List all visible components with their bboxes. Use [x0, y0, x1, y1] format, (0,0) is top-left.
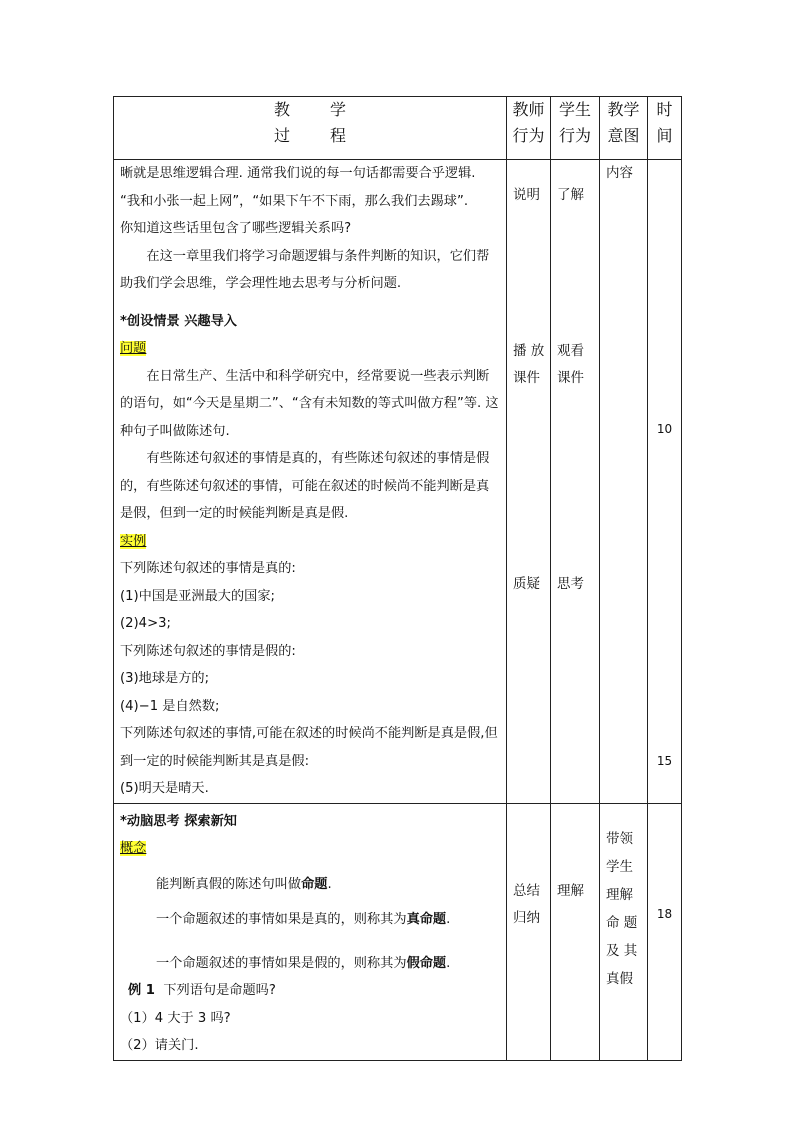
header-student-l1: 学生	[558, 100, 591, 119]
header-time-l1: 时	[656, 100, 673, 119]
student-watch: 观看	[557, 343, 584, 359]
header-row	[114, 97, 682, 160]
time-18: 18	[656, 906, 673, 921]
intent-line-2: 学生	[606, 858, 633, 875]
intent-cell-intro	[600, 160, 648, 804]
header-main-line1: 教学	[273, 100, 386, 119]
header-teacher-l1: 教师	[512, 100, 545, 119]
teacher-explain: 说明	[513, 187, 540, 203]
example-line-4: 下列陈述句叙述的事情是假的:	[120, 643, 296, 659]
student-think: 思考	[557, 576, 584, 592]
example-1-title: 例 1 下列语句是命题吗?	[128, 983, 276, 998]
intent-cell-concept	[600, 803, 648, 1060]
section-title-scenario: *创设情景 兴趣导入	[120, 313, 237, 329]
teacher-play: 播 放	[513, 343, 545, 359]
intro-paragraph: 在这一章里我们将学习命题逻辑与条件判断的知识，它们帮助我们学会思维，学会理性地去思考与分析问题.	[120, 248, 490, 291]
time-10: 10	[656, 422, 673, 436]
header-intent-l1: 教学	[607, 100, 640, 119]
teacher-question: 质疑	[513, 576, 540, 592]
teacher-summarize: 总结	[513, 882, 540, 899]
intent-content: 内容	[606, 165, 633, 181]
student-cell-concept	[551, 803, 600, 1060]
example-line-2: (1)中国是亚洲最大的国家;	[120, 588, 275, 604]
teacher-cell-concept	[507, 803, 551, 1060]
time-15: 15	[656, 754, 673, 768]
question-paragraph-2: 有些陈述句叙述的事情是真的，有些陈述句叙述的事情是假的，有些陈述句叙述的事情，可能在叙述的时候尚不能判断是真是假，但到一定的时候能判断是真是假.	[120, 451, 490, 521]
header-main-line2: 过程	[273, 126, 386, 145]
time-cell-intro	[648, 160, 682, 804]
intent-line-4: 命 题	[606, 914, 638, 931]
header-teacher-l2: 行为	[512, 126, 545, 145]
header-intent-l2: 意图	[607, 126, 640, 145]
header-teaching-process	[114, 97, 507, 160]
process-cell-concept	[114, 803, 507, 1060]
intent-line-1: 带领	[606, 830, 633, 847]
example-line-3: (2)4>3;	[120, 616, 171, 631]
example-line-5: (3)地球是方的;	[120, 671, 210, 686]
process-cell-intro	[114, 160, 507, 804]
label-example: 实例	[120, 533, 147, 549]
lesson-plan-table	[113, 96, 682, 1061]
label-question: 问题	[120, 341, 147, 356]
header-time-l2: 间	[656, 126, 673, 145]
question-paragraph-1: 在日常生产、生活中和科学研究中，经常要说一些表示判断的语句，如“今天是星期二”、“含有未知数的等式叫做方程”等. 这种句子叫做陈述句.	[120, 368, 499, 439]
intro-line3: 你知道这些话里包含了哪些逻辑关系吗?	[120, 221, 352, 236]
student-cell-intro	[551, 160, 600, 804]
concept-line-3: 一个命题叙述的事情如果是假的，则称其为假命题.	[156, 955, 451, 971]
teacher-cell-intro	[507, 160, 551, 804]
example-line-8: (5)明天是晴天.	[120, 781, 209, 796]
intent-line-5: 及 其	[606, 942, 638, 959]
concept-line-1: 能判断真假的陈述句叫做命题.	[156, 876, 332, 892]
section-title-explore: *动脑思考 探索新知	[120, 813, 237, 829]
student-comprehend: 理解	[557, 882, 584, 899]
example-1-item-2: （2）请关门.	[120, 1038, 199, 1053]
teacher-induce: 归纳	[513, 909, 540, 926]
intro-line2: “我和小张一起上网”，“如果下午不下雨，那么我们去踢球”.	[120, 193, 469, 209]
row-concept	[114, 803, 682, 1060]
intent-line-3: 理解	[606, 886, 633, 903]
example-line-6: (4)−1 是自然数;	[120, 698, 220, 714]
example-1-item-1: （1）4 大于 3 吗?	[120, 1010, 231, 1026]
concept-line-2: 一个命题叙述的事情如果是真的，则称其为真命题.	[156, 912, 451, 927]
teacher-courseware: 课件	[513, 370, 540, 386]
header-teacher-behavior	[507, 97, 551, 160]
label-concept: 概念	[120, 841, 147, 856]
header-student-behavior	[551, 97, 600, 160]
time-cell-concept	[648, 803, 682, 1060]
intro-line1: 晰就是思维逻辑合理. 通常我们说的每一句话都需要合乎逻辑.	[120, 166, 476, 181]
row-intro	[114, 160, 682, 804]
intent-line-6: 真假	[606, 970, 633, 987]
example-line-1: 下列陈述句叙述的事情是真的:	[120, 561, 296, 576]
header-time	[648, 97, 682, 160]
student-understand: 了解	[557, 187, 584, 203]
example-line-7: 下列陈述句叙述的事情,可能在叙述的时候尚不能判断是真是假,但到一定的时候能判断其是真是假:	[120, 726, 498, 769]
header-student-l2: 行为	[558, 126, 591, 145]
student-courseware: 课件	[557, 370, 584, 386]
header-teaching-intent	[600, 97, 648, 160]
